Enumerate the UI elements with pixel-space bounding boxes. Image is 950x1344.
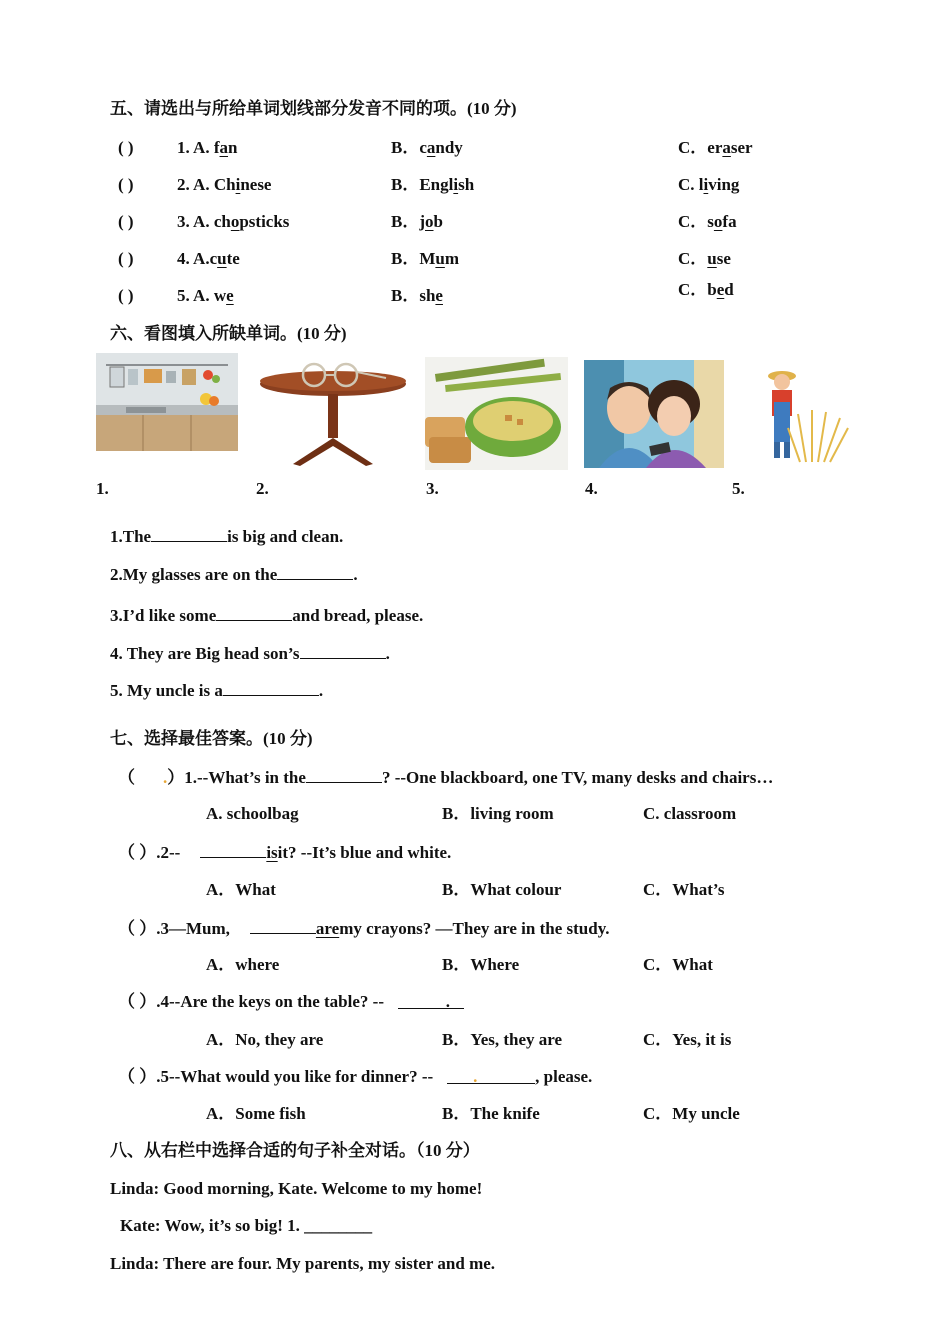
question-7-1: （ .）1.--What’s in the ? --One blackboard, one TV, many desks and chairs…	[118, 768, 774, 787]
option-a: A．where	[206, 955, 280, 974]
picture-label-4: 4.	[585, 479, 598, 498]
answer-paren[interactable]: （ ）.	[118, 992, 161, 1011]
answer-blank[interactable]	[223, 679, 319, 696]
answer-blank[interactable]	[250, 917, 316, 934]
dialogue-line-2: Kate: Wow, it’s so big! 1. ________	[120, 1216, 373, 1235]
picture-label-5: 5.	[732, 479, 745, 498]
question-7-4: （ ）.4--Are the keys on the table? -- .	[118, 992, 464, 1012]
marker-dot: .	[163, 768, 168, 787]
option-b: B．What colour	[442, 880, 562, 899]
option-b: B．living room	[442, 804, 554, 823]
option-c: C．use	[678, 249, 731, 268]
answer-paren[interactable]: ( )	[118, 138, 134, 157]
question-7-5: （ ）.5--What would you like for dinner? -- . , please.	[118, 1067, 593, 1086]
option-c: C. classroom	[643, 804, 737, 823]
picture-label-2: 2.	[256, 479, 269, 498]
fill-sentence-3: 3.I’d like some and bread, please.	[110, 606, 424, 625]
glasses-on-table-image	[258, 360, 408, 468]
option-c: C．eraser	[678, 138, 753, 157]
section-7-title: 七、选择最佳答案。(10 分)	[110, 729, 313, 748]
option-c: C．What’s	[643, 880, 725, 899]
soup-and-bread-image	[425, 357, 568, 470]
answer-blank[interactable]	[216, 604, 292, 621]
dialogue-line-1: Linda: Good morning, Kate. Welcome to my home!	[110, 1179, 483, 1198]
option-a: 1. A. fan	[177, 138, 238, 157]
fill-sentence-2: 2.My glasses are on the .	[110, 565, 358, 584]
option-b: B．she	[391, 286, 443, 305]
option-a: A. schoolbag	[206, 804, 299, 823]
answer-blank[interactable]	[277, 563, 353, 580]
option-a: A．Some fish	[206, 1104, 306, 1123]
farmer-image	[748, 362, 852, 464]
section-5-title: 五、请选出与所给单词划线部分发音不同的项。(10 分)	[110, 99, 517, 118]
picture-label-3: 3.	[426, 479, 439, 498]
kitchen-image	[96, 353, 238, 451]
option-a: 5. A. we	[177, 286, 234, 305]
answer-paren[interactable]: ( )	[118, 249, 134, 268]
question-7-2: （ ）.2-- isit? --It’s blue and white.	[118, 843, 452, 862]
answer-blank[interactable]	[306, 766, 382, 783]
fill-sentence-4: 4. They are Big head son’s .	[110, 644, 390, 663]
option-c: C．My uncle	[643, 1104, 740, 1123]
option-b: B．English	[391, 175, 475, 194]
fill-sentence-1: 1.The is big and clean.	[110, 527, 344, 546]
section-6-title: 六、看图填入所缺单词。(10 分)	[110, 324, 347, 343]
option-c: C．sofa	[678, 212, 737, 231]
option-a: 4. A.cute	[177, 249, 240, 268]
option-b: B．The knife	[442, 1104, 540, 1123]
answer-blank[interactable]: .	[398, 992, 464, 1009]
option-c: C．bed	[678, 280, 734, 299]
option-b: B．candy	[391, 138, 463, 157]
option-c: C．Yes, it is	[643, 1030, 732, 1049]
option-a: 2. A. Chinese	[177, 175, 272, 194]
fill-sentence-5: 5. My uncle is a .	[110, 681, 324, 700]
option-b: B．Yes, they are	[442, 1030, 563, 1049]
option-b: B．Where	[442, 955, 520, 974]
answer-paren[interactable]: ( )	[118, 286, 134, 305]
option-a: 3. A. chopsticks	[177, 212, 290, 231]
answer-blank[interactable]	[151, 525, 227, 542]
question-7-3: （ ）.3—Mum, aremy crayons? —They are in the study.	[118, 919, 610, 938]
answer-blank[interactable]	[200, 841, 266, 858]
option-c: C. living	[678, 175, 740, 194]
answer-paren[interactable]: （ ）.	[118, 843, 161, 862]
answer-paren[interactable]: （	[118, 768, 135, 787]
picture-label-1: 1.	[96, 479, 109, 498]
option-b: B．job	[391, 212, 443, 231]
section-8-title: 八、从右栏中选择合适的句子补全对话。（10 分）	[110, 1141, 480, 1160]
option-b: B．Mum	[391, 249, 460, 268]
answer-paren[interactable]: （ ）.	[118, 919, 161, 938]
answer-blank[interactable]	[300, 642, 386, 659]
dialogue-line-3: Linda: There are four. My parents, my sister and me.	[110, 1254, 496, 1273]
cartoon-parents-image	[584, 360, 724, 468]
option-c: C．What	[643, 955, 713, 974]
option-a: A．What	[206, 880, 276, 899]
option-a: A．No, they are	[206, 1030, 324, 1049]
answer-paren[interactable]: （ ）.	[118, 1067, 161, 1086]
answer-blank[interactable]: .	[447, 1067, 535, 1084]
answer-paren[interactable]: ( )	[118, 175, 134, 194]
answer-paren[interactable]: ( )	[118, 212, 134, 231]
